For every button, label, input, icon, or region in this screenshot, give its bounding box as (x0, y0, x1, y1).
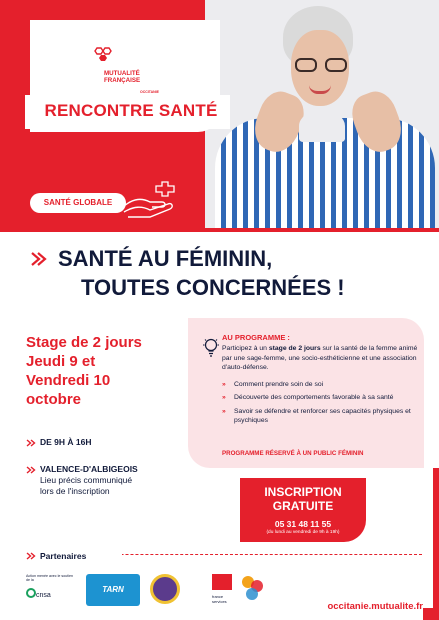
dates-block (26, 333, 196, 409)
cnsa-ring-icon (26, 588, 36, 598)
org-name: MUTUALITÉ FRANÇAISE (104, 70, 141, 84)
inscription-line-2: GRATUITE (272, 499, 334, 513)
program-intro-bold: stage de 2 jours (268, 345, 321, 352)
chevron-right-icon (26, 466, 36, 474)
dates-line-1: Stage de 2 jours (26, 334, 142, 351)
program-item: » Savoir se défendre et renforcer ses capacités physiques et psychiques (222, 407, 412, 426)
inscription-contact (242, 516, 364, 540)
dates-line-2: Jeudi 9 et (26, 353, 96, 370)
chevron-right-icon (30, 251, 48, 267)
cnsa-name: cnsa (36, 592, 51, 599)
france-services-logo (212, 574, 234, 608)
program-intro-end: sur la santé de la femme animé par une sage-femme, une socio-esthéticienne et une association d'auto-défense. (222, 345, 418, 371)
tarn-logo: TARN (86, 574, 140, 606)
sante-globale-tag: SANTÉ GLOBALE (30, 193, 126, 213)
chevron-right-icon (26, 439, 36, 447)
program-item: » Découverte des comportements favorable à sa santé (222, 393, 412, 402)
france-services-caption: france services (212, 594, 227, 604)
place-text: VALENCE-D'ALBIGEOIS (40, 464, 138, 474)
title-line-2: TOUTES CONCERNÉES ! (81, 275, 345, 300)
event-type: RENCONTRE SANTÉ (44, 101, 218, 120)
partner-dots-logo (240, 574, 266, 606)
care-hand-icon (120, 180, 178, 220)
org-region: OCCITANIE (140, 90, 159, 94)
corner-decoration (423, 468, 439, 620)
lightbulb-icon (202, 337, 220, 359)
partner-round-logo (150, 574, 180, 604)
partners-label: Partenaires (40, 551, 87, 561)
dates-line-3: Vendredi 10 (26, 372, 111, 389)
website-link[interactable]: occitanie.mutualite.fr (327, 601, 423, 612)
program-title: AU PROGRAMME : (222, 333, 290, 342)
partners-heading (26, 551, 122, 563)
hours-text: DE 9H À 16H (40, 437, 92, 447)
inscription-box[interactable] (240, 478, 366, 542)
program-intro (222, 344, 418, 373)
title-line-1: SANTÉ AU FÉMININ, (58, 246, 273, 271)
program-list (222, 380, 412, 429)
phone-number[interactable]: 05 31 48 11 55 (274, 519, 332, 529)
senior-woman-photo (205, 0, 439, 228)
cnsa-caption: Action menée avec le soutien de la (26, 574, 73, 582)
program-note: PROGRAMME RÉSERVÉ À UN PUBLIC FÉMININ (222, 450, 364, 457)
cnsa-logo (26, 574, 76, 608)
chevron-right-icon (26, 552, 36, 560)
place-note-2: lors de l'inscription (40, 486, 110, 496)
program-item: » Comment prendre soin de soi (222, 380, 412, 389)
mutualite-logo-icon (92, 46, 114, 66)
inscription-line-1: INSCRIPTION (264, 485, 342, 499)
program-box (188, 318, 424, 468)
dates-line-4: octobre (26, 391, 82, 408)
program-intro-start: Participez à un (222, 345, 269, 352)
place-note-1: Lieu précis communiqué (40, 475, 133, 485)
phone-hours: (du lundi au vendredi de 9h à 19h) (266, 530, 340, 535)
